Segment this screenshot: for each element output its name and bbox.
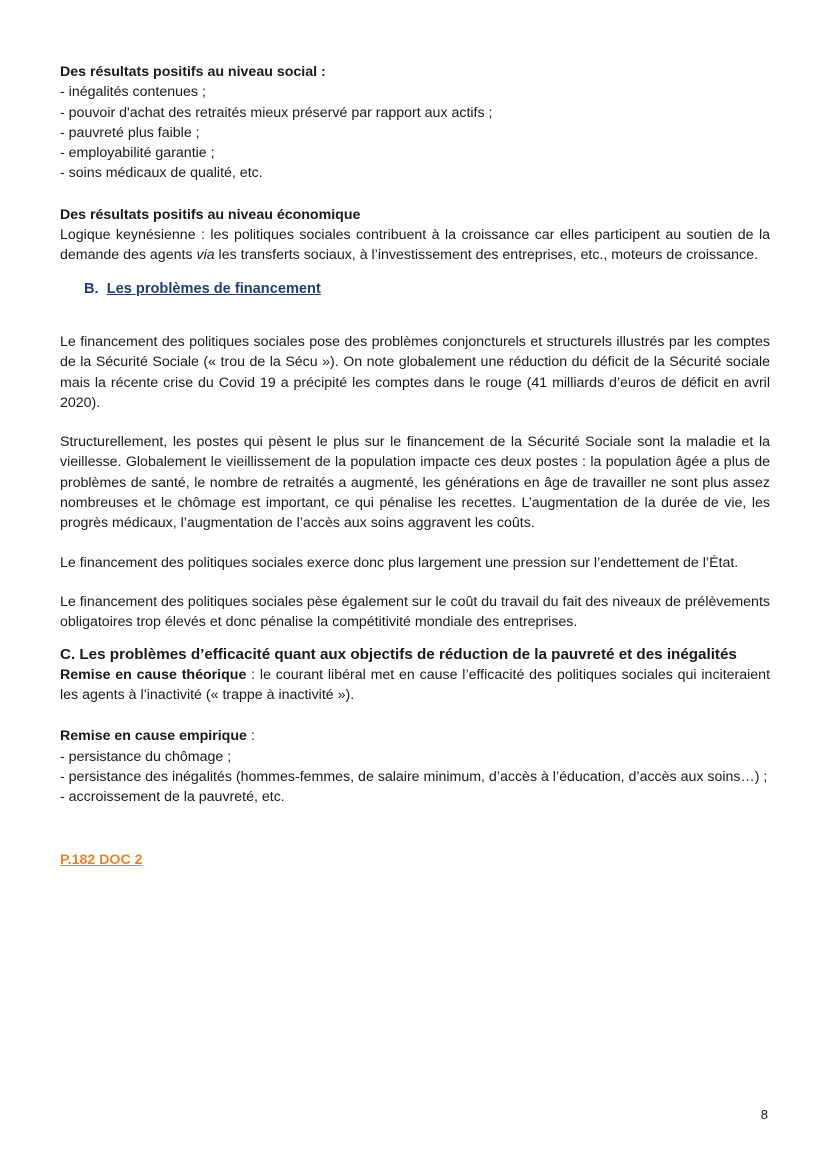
financing-paragraph: Le financement des politiques sociales pose des problèmes conjoncturels et structurels illustrés par les comptes de la Sécurité Sociale (« trou de la Sécu »). On note globalement une réduction du déficit de la Sécurité sociale mais la récente crise du Covid 19 a précipité les comptes dans le rouge (41 milliards d’euros de déficit en avril 2020). — [60, 333, 770, 411]
section-b-letter: B. — [84, 280, 99, 297]
financing-paragraph: Structurellement, les postes qui pèsent le plus sur le financement de la Sécurité Sociale sont la maladie et la vieillesse. Globalement le vieillissement de la population impacte ces deux postes : la population âgée a plus de problèmes de santé, le nombre de retraités a augmenté, les générations en âge de travailler ne sont plus assez nombreuses et le chômage est important, ce qui pénalise les recettes. L’augmentation de la durée de vie, les progrès médicaux, l’augmentation de l’accès aux soins aggravent les coûts. — [60, 434, 770, 532]
page-content — [60, 62, 770, 870]
page-number: 8 — [760, 1107, 768, 1122]
social-item: - employabilité garantie ; — [60, 145, 215, 162]
doc-reference-link[interactable]: P.182 DOC 2 — [60, 851, 143, 868]
financing-paragraph: Le financement des politiques sociales pèse également sur le coût du travail du fait des niveaux de prélèvements obligatoires trop élevés et donc pénalise la compétitivité mondiale des entreprises. — [60, 593, 770, 631]
empirical-item: - accroissement de la pauvreté, etc. — [60, 789, 285, 806]
section-b-title: Les problèmes de financement — [106, 280, 321, 297]
economic-paragraph: Logique keynésienne : les politiques sociales contribuent à la croissance car elles participent au soutien de la demande des agents via les transferts sociaux, à l’investissement des entreprises, etc., moteurs de croissance. — [60, 227, 770, 264]
social-item: - pouvoir d'achat des retraités mieux préservé par rapport aux actifs ; — [60, 104, 493, 121]
empirical-item: - persistance du chômage ; — [60, 748, 232, 765]
section-c-heading: C. Les problèmes d’efficacité quant aux objectifs de réduction de la pauvreté et des inégalités — [60, 645, 737, 663]
social-heading: Des résultats positifs au niveau social : — [60, 64, 326, 80]
theory-paragraph: Remise en cause théorique : le courant libéral met en cause l’efficacité des politiques sociales qui inciteraient les agents à l’inactivité (« trappe à inactivité »). — [60, 666, 771, 704]
empirical-heading: Remise en cause empirique : — [60, 728, 255, 745]
section-b-heading — [84, 279, 770, 299]
theory-label: Remise en cause théorique — [60, 666, 247, 683]
social-item: - inégalités contenues ; — [60, 84, 206, 101]
empirical-item: - persistance des inégalités (hommes-femmes, de salaire minimum, d’accès à l’éducation, d’accès aux soins…) ; — [60, 769, 768, 786]
social-item: - pauvreté plus faible ; — [60, 124, 200, 141]
financing-paragraph: Le financement des politiques sociales exerce donc plus largement une pression sur l’endettement de l’État. — [60, 554, 739, 571]
economic-heading: Des résultats positifs au niveau économique — [60, 206, 361, 223]
social-item: - soins médicaux de qualité, etc. — [60, 165, 263, 182]
